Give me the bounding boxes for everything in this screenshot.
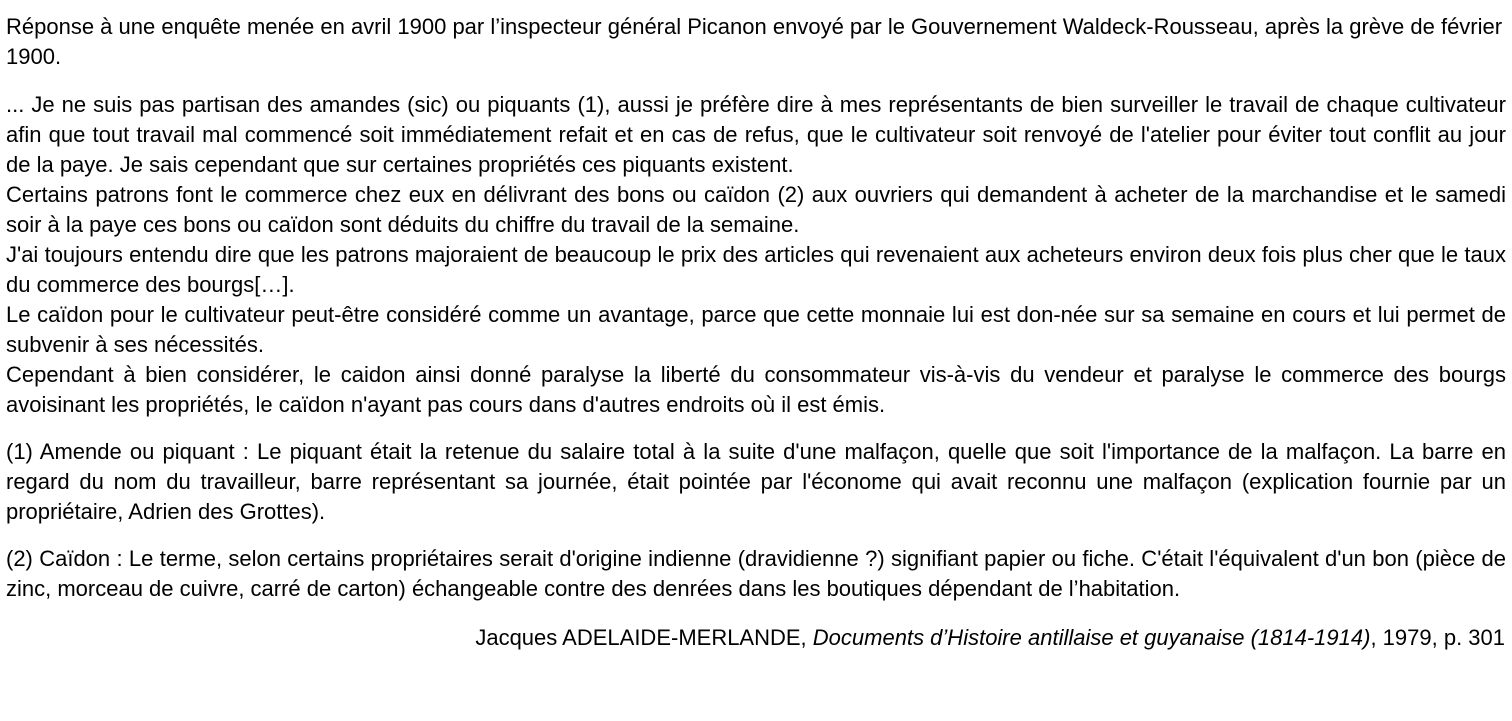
document-body bbox=[6, 12, 1506, 653]
quote-paragraph: Certains patrons font le commerce chez eux en délivrant des bons ou caïdon (2) aux ouvriers qui demandent à acheter de la marchandise et le samedi soir à la paye ces bons ou caïdon sont déduits du chiffre du travail de la semaine. bbox=[6, 182, 1506, 237]
quote-paragraph: Cependant à bien considérer, le caidon ainsi donné paralyse la liberté du consommateur vis-à-vis du vendeur et paralyse le commerce des bourgs avoisinant les propriétés, le caïdon n'ayant pas cours dans d'autres endroits où il est émis. bbox=[6, 362, 1506, 417]
citation-suffix: , 1979, p. 301 bbox=[1370, 625, 1505, 650]
intro-paragraph: Réponse à une enquête menée en avril 1900 par l’inspecteur général Picanon envoyé par le Gouvernement Waldeck-Rousseau, après la grève de février 1900. bbox=[6, 14, 1503, 69]
quote-paragraph: ... Je ne suis pas partisan des amandes (sic) ou piquants (1), aussi je préfère dire à mes représentants de bien surveiller le travail de chaque cultivateur afin que tout travail mal commencé soit immédiatement refait et en cas de refus, que le cultivateur soit renvoyé de l'atelier pour éviter tout conflit au jour de la paye. Je sais cependant que sur certaines propriétés ces piquants existent. bbox=[6, 92, 1506, 177]
citation-title: Documents d’Histoire antillaise et guyanaise (1814-1914) bbox=[812, 625, 1371, 650]
footnote-2: (2) Caïdon : Le terme, selon certains propriétaires serait d'origine indienne (dravidienne ?) signifiant papier ou fiche. C'était l'équivalent d'un bon (pièce de zinc, morceau de cuivre, carré de carton) échangeable contre des denrées dans les boutiques dépendant de l’habitation. bbox=[6, 546, 1506, 601]
citation-author: Jacques ADELAIDE-MERLANDE, bbox=[475, 625, 813, 650]
source-citation bbox=[6, 623, 1506, 653]
quoted-testimony bbox=[6, 90, 1506, 420]
footnote-1: (1) Amende ou piquant : Le piquant était la retenue du salaire total à la suite d'une malfaçon, quelle que soit l'importance de la malfaçon. La barre en regard du nom du travailleur, barre représentant sa journée, était pointée par l'économe qui avait reconnu une malfaçon (explication fournie par un propriétaire, Adrien des Grottes). bbox=[6, 439, 1506, 524]
quote-paragraph: J'ai toujours entendu dire que les patrons majoraient de beaucoup le prix des articles qui revenaient aux acheteurs environ deux fois plus cher que le taux du commerce des bourgs[…]. bbox=[6, 242, 1506, 297]
quote-paragraph: Le caïdon pour le cultivateur peut-être considéré comme un avantage, parce que cette monnaie lui est don-née sur sa semaine en cours et lui permet de subvenir à ses nécessités. bbox=[6, 302, 1506, 357]
